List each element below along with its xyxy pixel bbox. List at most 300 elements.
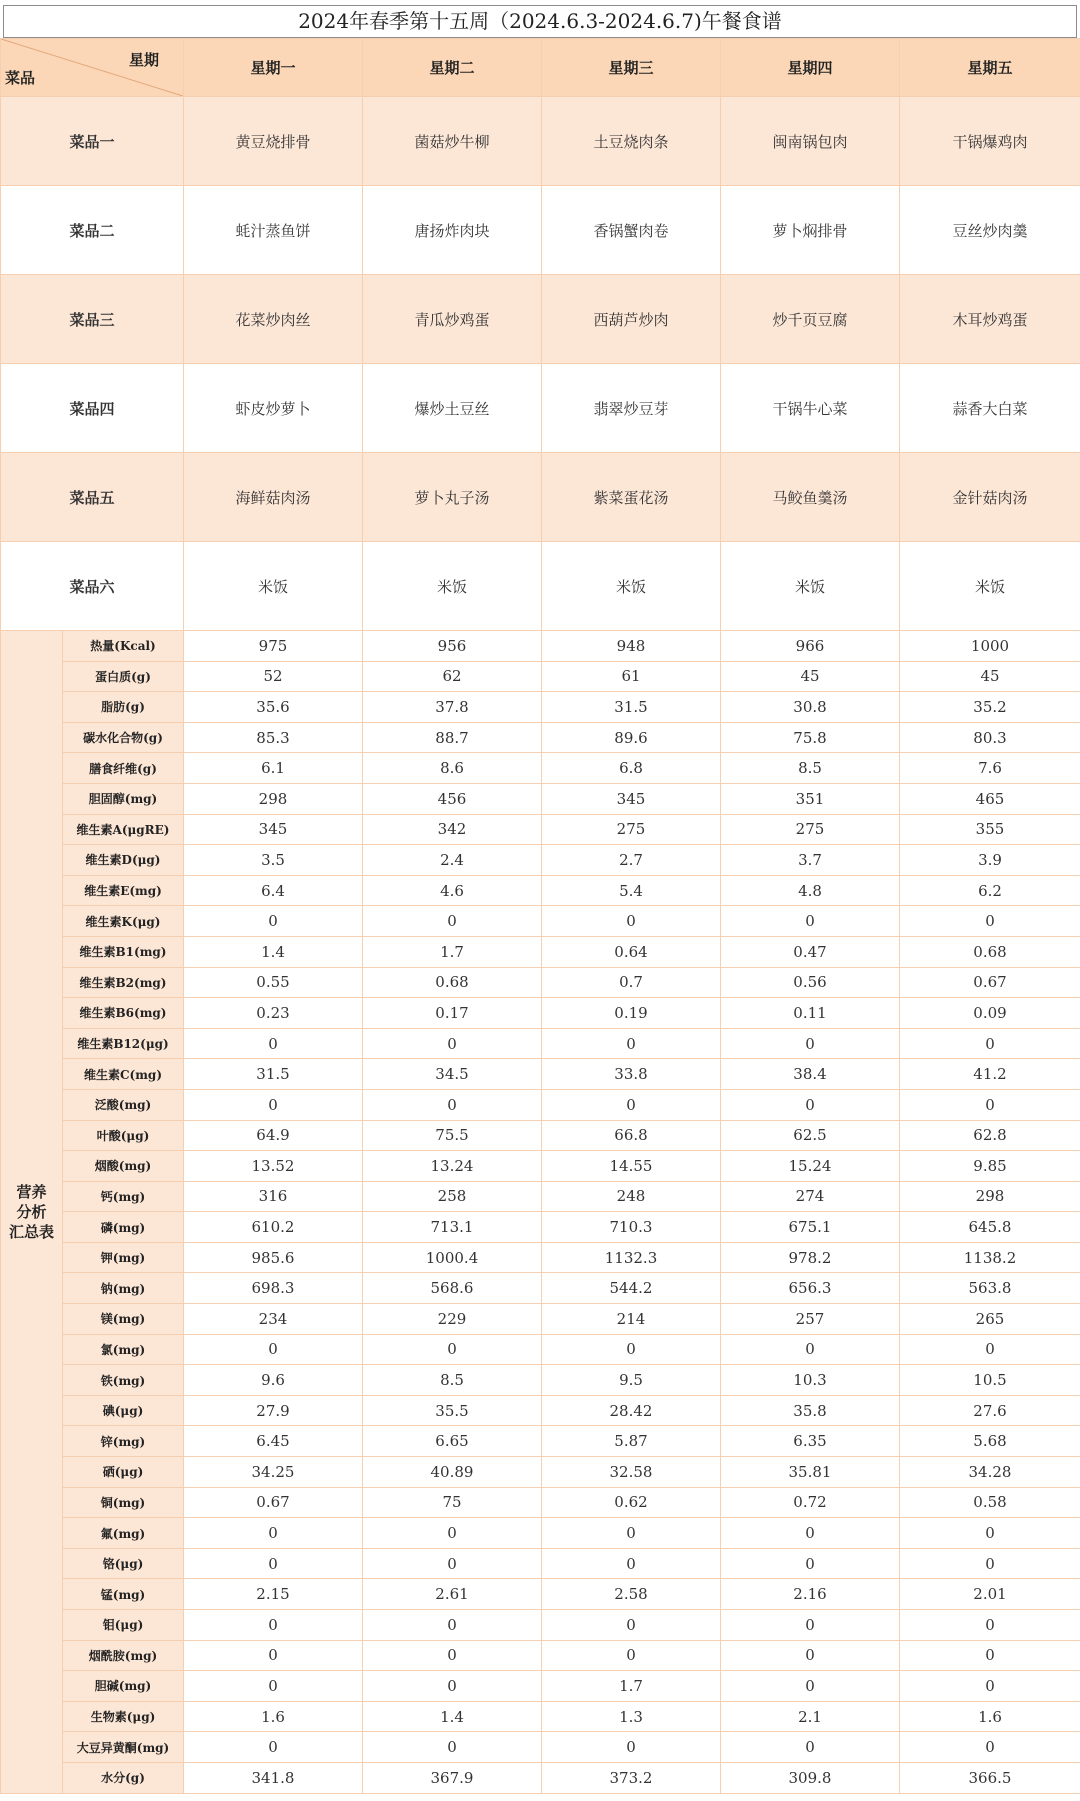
nutrition-row	[1, 1120, 1080, 1151]
dish-cell: 米饭	[721, 542, 900, 631]
nutrient-label-cell: 维生素B2(mg)	[63, 967, 184, 998]
nutrient-label-cell: 磷(mg)	[63, 1212, 184, 1243]
nutrient-value-cell: 0	[363, 1610, 542, 1641]
dish-cell: 干锅爆鸡肉	[900, 97, 1080, 186]
nutrient-value-cell: 0.68	[363, 967, 542, 998]
nutrient-value-cell: 62	[363, 661, 542, 692]
nutrient-label-cell: 维生素E(mg)	[63, 875, 184, 906]
nutrient-value-cell: 1000	[900, 631, 1080, 662]
nutrient-value-cell: 0.68	[900, 936, 1080, 967]
nutrient-value-cell: 568.6	[363, 1273, 542, 1304]
nutrient-value-cell: 9.5	[542, 1365, 721, 1396]
nutrient-value-cell: 6.4	[184, 875, 363, 906]
nutrient-value-cell: 27.9	[184, 1395, 363, 1426]
nutrient-label-cell: 维生素B6(mg)	[63, 998, 184, 1029]
nutrition-row	[1, 631, 1080, 662]
nutrient-value-cell: 0	[184, 1610, 363, 1641]
nutrient-value-cell: 0.55	[184, 967, 363, 998]
nutrient-value-cell: 6.35	[721, 1426, 900, 1457]
nutrition-group-label-line: 营养	[16, 1182, 47, 1201]
nutrient-value-cell: 88.7	[363, 722, 542, 753]
nutrient-value-cell: 345	[542, 783, 721, 814]
dish-cell: 唐扬炸肉块	[363, 186, 542, 275]
dish-cell: 米饭	[542, 542, 721, 631]
nutrient-value-cell: 0.11	[721, 998, 900, 1029]
nutrition-row	[1, 814, 1080, 845]
dish-cell: 金针菇肉汤	[900, 453, 1080, 542]
day-header-cell: 星期四	[721, 39, 900, 97]
nutrient-value-cell: 45	[900, 661, 1080, 692]
dish-cell: 花菜炒肉丝	[184, 275, 363, 364]
nutrient-value-cell: 355	[900, 814, 1080, 845]
dish-cell: 米饭	[184, 542, 363, 631]
nutrient-value-cell: 52	[184, 661, 363, 692]
nutrient-value-cell: 710.3	[542, 1212, 721, 1243]
nutrient-value-cell: 956	[363, 631, 542, 662]
nutrition-row	[1, 1151, 1080, 1182]
nutrient-value-cell: 257	[721, 1304, 900, 1335]
nutrient-value-cell: 0	[900, 1671, 1080, 1702]
nutrient-value-cell: 0	[542, 1732, 721, 1763]
nutrient-value-cell: 5.87	[542, 1426, 721, 1457]
day-header-cell: 星期三	[542, 39, 721, 97]
nutrient-value-cell: 0	[542, 906, 721, 937]
nutrient-value-cell: 61	[542, 661, 721, 692]
nutrient-value-cell: 0	[542, 1610, 721, 1641]
nutrient-value-cell: 1.4	[184, 936, 363, 967]
nutrient-label-cell: 维生素A(μgRE)	[63, 814, 184, 845]
nutrient-label-cell: 脂肪(g)	[63, 692, 184, 723]
nutrition-row	[1, 1395, 1080, 1426]
nutrient-value-cell: 0.64	[542, 936, 721, 967]
nutrient-label-cell: 维生素B1(mg)	[63, 936, 184, 967]
nutrient-value-cell: 309.8	[721, 1762, 900, 1793]
nutrient-value-cell: 1138.2	[900, 1242, 1080, 1273]
nutrient-value-cell: 0.67	[900, 967, 1080, 998]
nutrition-row	[1, 753, 1080, 784]
nutrition-group-label-line: 分析	[16, 1202, 47, 1221]
dish-cell: 青瓜炒鸡蛋	[363, 275, 542, 364]
nutrient-value-cell: 0	[542, 1334, 721, 1365]
nutrient-value-cell: 0	[721, 1089, 900, 1120]
nutrient-value-cell: 341.8	[184, 1762, 363, 1793]
nutrient-value-cell: 0	[184, 1548, 363, 1579]
nutrient-value-cell: 456	[363, 783, 542, 814]
nutrient-value-cell: 366.5	[900, 1762, 1080, 1793]
nutrient-value-cell: 2.4	[363, 845, 542, 876]
nutrient-value-cell: 0	[542, 1640, 721, 1671]
nutrient-value-cell: 234	[184, 1304, 363, 1335]
nutrition-row	[1, 875, 1080, 906]
nutrient-value-cell: 41.2	[900, 1059, 1080, 1090]
nutrition-group-label	[1, 631, 63, 1794]
nutrient-value-cell: 13.52	[184, 1151, 363, 1182]
nutrition-row	[1, 1089, 1080, 1120]
nutrient-value-cell: 6.45	[184, 1426, 363, 1457]
dish-row	[1, 97, 1080, 186]
dish-label-cell: 菜品二	[1, 186, 184, 275]
nutrient-label-cell: 钙(mg)	[63, 1181, 184, 1212]
nutrient-value-cell: 0	[721, 1671, 900, 1702]
nutrient-value-cell: 85.3	[184, 722, 363, 753]
nutrient-label-cell: 水分(g)	[63, 1762, 184, 1793]
nutrition-row	[1, 1701, 1080, 1732]
nutrient-value-cell: 3.9	[900, 845, 1080, 876]
nutrient-label-cell: 铜(mg)	[63, 1487, 184, 1518]
dish-row	[1, 186, 1080, 275]
nutrient-value-cell: 0	[900, 1518, 1080, 1549]
nutrition-row	[1, 1548, 1080, 1579]
nutrition-row	[1, 936, 1080, 967]
nutrient-value-cell: 0	[363, 1028, 542, 1059]
nutrient-value-cell: 0	[363, 1089, 542, 1120]
dish-cell: 西葫芦炒肉	[542, 275, 721, 364]
nutrient-value-cell: 656.3	[721, 1273, 900, 1304]
nutrient-value-cell: 465	[900, 783, 1080, 814]
nutrient-value-cell: 0	[721, 1028, 900, 1059]
nutrient-value-cell: 0	[721, 1640, 900, 1671]
nutrient-value-cell: 0	[721, 1518, 900, 1549]
dish-row	[1, 453, 1080, 542]
nutrition-row	[1, 1671, 1080, 1702]
nutrient-value-cell: 89.6	[542, 722, 721, 753]
nutrient-value-cell: 563.8	[900, 1273, 1080, 1304]
nutrient-value-cell: 3.7	[721, 845, 900, 876]
dish-cell: 翡翠炒豆芽	[542, 364, 721, 453]
nutrition-row	[1, 1457, 1080, 1488]
nutrient-label-cell: 维生素D(μg)	[63, 845, 184, 876]
nutrient-value-cell: 342	[363, 814, 542, 845]
nutrient-value-cell: 645.8	[900, 1212, 1080, 1243]
nutrient-value-cell: 0	[184, 906, 363, 937]
nutrient-value-cell: 0.56	[721, 967, 900, 998]
nutrient-value-cell: 0	[363, 1640, 542, 1671]
nutrient-value-cell: 0	[900, 1548, 1080, 1579]
nutrient-value-cell: 351	[721, 783, 900, 814]
nutrient-value-cell: 373.2	[542, 1762, 721, 1793]
nutrient-value-cell: 7.6	[900, 753, 1080, 784]
nutrient-value-cell: 2.61	[363, 1579, 542, 1610]
dish-cell: 虾皮炒萝卜	[184, 364, 363, 453]
nutrient-value-cell: 0	[184, 1518, 363, 1549]
nutrient-value-cell: 0.19	[542, 998, 721, 1029]
nutrient-label-cell: 锰(mg)	[63, 1579, 184, 1610]
nutrient-value-cell: 610.2	[184, 1212, 363, 1243]
nutrient-value-cell: 675.1	[721, 1212, 900, 1243]
nutrient-value-cell: 0	[900, 1089, 1080, 1120]
nutrient-value-cell: 258	[363, 1181, 542, 1212]
nutrient-value-cell: 75.5	[363, 1120, 542, 1151]
menu-table-body	[1, 39, 1080, 1794]
nutrient-label-cell: 蛋白质(g)	[63, 661, 184, 692]
nutrient-value-cell: 0	[363, 1732, 542, 1763]
nutrient-value-cell: 0	[900, 1732, 1080, 1763]
dish-cell: 爆炒土豆丝	[363, 364, 542, 453]
nutrient-value-cell: 1.7	[542, 1671, 721, 1702]
nutrient-value-cell: 14.55	[542, 1151, 721, 1182]
nutrient-value-cell: 13.24	[363, 1151, 542, 1182]
nutrient-value-cell: 0.72	[721, 1487, 900, 1518]
dish-cell: 豆丝炒肉羹	[900, 186, 1080, 275]
nutrition-row	[1, 1579, 1080, 1610]
nutrient-value-cell: 2.1	[721, 1701, 900, 1732]
nutrient-value-cell: 15.24	[721, 1151, 900, 1182]
nutrient-label-cell: 维生素B12(μg)	[63, 1028, 184, 1059]
nutrient-value-cell: 0	[363, 1518, 542, 1549]
dish-cell: 马鲛鱼羹汤	[721, 453, 900, 542]
nutrient-label-cell: 氟(mg)	[63, 1518, 184, 1549]
dish-cell: 土豆烧肉条	[542, 97, 721, 186]
nutrient-value-cell: 0	[900, 1334, 1080, 1365]
nutrition-row	[1, 722, 1080, 753]
nutrient-value-cell: 2.01	[900, 1579, 1080, 1610]
nutrient-label-cell: 热量(Kcal)	[63, 631, 184, 662]
nutrient-value-cell: 0	[363, 1548, 542, 1579]
nutrient-value-cell: 2.16	[721, 1579, 900, 1610]
nutrient-label-cell: 钼(μg)	[63, 1610, 184, 1641]
nutrient-value-cell: 30.8	[721, 692, 900, 723]
nutrient-value-cell: 6.1	[184, 753, 363, 784]
nutrient-value-cell: 275	[542, 814, 721, 845]
nutrient-value-cell: 31.5	[542, 692, 721, 723]
dish-cell: 蚝汁蒸鱼饼	[184, 186, 363, 275]
nutrition-row	[1, 1028, 1080, 1059]
nutrient-value-cell: 1132.3	[542, 1242, 721, 1273]
nutrient-value-cell: 4.8	[721, 875, 900, 906]
day-header-cell: 星期五	[900, 39, 1080, 97]
nutrient-value-cell: 64.9	[184, 1120, 363, 1151]
nutrient-value-cell: 0.17	[363, 998, 542, 1029]
nutrient-value-cell: 34.28	[900, 1457, 1080, 1488]
nutrient-value-cell: 0	[721, 1548, 900, 1579]
dish-row	[1, 364, 1080, 453]
dish-cell: 炒千页豆腐	[721, 275, 900, 364]
nutrient-value-cell: 33.8	[542, 1059, 721, 1090]
nutrient-value-cell: 62.8	[900, 1120, 1080, 1151]
nutrient-value-cell: 0.62	[542, 1487, 721, 1518]
nutrient-value-cell: 0	[363, 906, 542, 937]
nutrient-label-cell: 胆碱(mg)	[63, 1671, 184, 1702]
nutrient-value-cell: 34.5	[363, 1059, 542, 1090]
nutrient-value-cell: 8.5	[721, 753, 900, 784]
nutrition-row	[1, 1610, 1080, 1641]
nutrition-row	[1, 998, 1080, 1029]
nutrition-row	[1, 1732, 1080, 1763]
nutrient-value-cell: 713.1	[363, 1212, 542, 1243]
nutrient-value-cell: 0	[900, 1028, 1080, 1059]
header-row	[1, 39, 1080, 97]
corner-header-cell	[1, 39, 184, 97]
nutrient-value-cell: 0.58	[900, 1487, 1080, 1518]
nutrient-label-cell: 烟酰胺(mg)	[63, 1640, 184, 1671]
nutrition-row	[1, 1212, 1080, 1243]
nutrient-value-cell: 544.2	[542, 1273, 721, 1304]
nutrient-label-cell: 烟酸(mg)	[63, 1151, 184, 1182]
nutrient-value-cell: 1.6	[184, 1701, 363, 1732]
nutrient-value-cell: 35.8	[721, 1395, 900, 1426]
nutrition-row	[1, 1304, 1080, 1335]
dish-label-cell: 菜品四	[1, 364, 184, 453]
nutrient-value-cell: 0.47	[721, 936, 900, 967]
nutrition-row	[1, 1334, 1080, 1365]
nutrient-value-cell: 698.3	[184, 1273, 363, 1304]
nutrient-value-cell: 0	[900, 906, 1080, 937]
nutrient-value-cell: 32.58	[542, 1457, 721, 1488]
nutrient-label-cell: 生物素(μg)	[63, 1701, 184, 1732]
nutrient-value-cell: 0	[542, 1089, 721, 1120]
nutrient-value-cell: 975	[184, 631, 363, 662]
nutrition-row	[1, 1426, 1080, 1457]
nutrition-row	[1, 906, 1080, 937]
day-header-cell: 星期一	[184, 39, 363, 97]
dish-cell: 萝卜焖排骨	[721, 186, 900, 275]
dish-cell: 米饭	[363, 542, 542, 631]
nutrient-label-cell: 碘(μg)	[63, 1395, 184, 1426]
nutrient-label-cell: 铬(μg)	[63, 1548, 184, 1579]
nutrient-value-cell: 0	[721, 906, 900, 937]
nutrient-label-cell: 膳食纤维(g)	[63, 753, 184, 784]
nutrient-value-cell: 75	[363, 1487, 542, 1518]
nutrient-value-cell: 298	[184, 783, 363, 814]
nutrient-value-cell: 0	[900, 1610, 1080, 1641]
menu-table	[0, 38, 1080, 1794]
nutrient-value-cell: 9.85	[900, 1151, 1080, 1182]
nutrient-value-cell: 66.8	[542, 1120, 721, 1151]
nutrient-value-cell: 948	[542, 631, 721, 662]
nutrient-value-cell: 0	[363, 1334, 542, 1365]
nutrition-row	[1, 692, 1080, 723]
nutrient-value-cell: 1000.4	[363, 1242, 542, 1273]
dish-cell: 木耳炒鸡蛋	[900, 275, 1080, 364]
nutrient-value-cell: 0.23	[184, 998, 363, 1029]
dish-cell: 闽南锅包肉	[721, 97, 900, 186]
nutrient-value-cell: 367.9	[363, 1762, 542, 1793]
dish-row	[1, 275, 1080, 364]
nutrient-label-cell: 钠(mg)	[63, 1273, 184, 1304]
nutrient-value-cell: 214	[542, 1304, 721, 1335]
nutrition-row	[1, 1273, 1080, 1304]
day-header-cell: 星期二	[363, 39, 542, 97]
nutrient-value-cell: 0	[721, 1334, 900, 1365]
dish-cell: 米饭	[900, 542, 1080, 631]
nutrient-value-cell: 0	[721, 1610, 900, 1641]
nutrient-value-cell: 0	[184, 1640, 363, 1671]
nutrient-label-cell: 碳水化合物(g)	[63, 722, 184, 753]
nutrition-group-label-line: 汇总表	[8, 1222, 54, 1241]
nutrition-row	[1, 661, 1080, 692]
nutrient-value-cell: 27.6	[900, 1395, 1080, 1426]
nutrient-value-cell: 5.4	[542, 875, 721, 906]
nutrition-row	[1, 783, 1080, 814]
nutrient-value-cell: 0.09	[900, 998, 1080, 1029]
dish-cell: 干锅牛心菜	[721, 364, 900, 453]
nutrient-value-cell: 1.3	[542, 1701, 721, 1732]
nutrition-row	[1, 1640, 1080, 1671]
nutrient-value-cell: 275	[721, 814, 900, 845]
nutrient-value-cell: 0.7	[542, 967, 721, 998]
nutrient-value-cell: 1.7	[363, 936, 542, 967]
nutrient-value-cell: 3.5	[184, 845, 363, 876]
nutrient-label-cell: 维生素K(μg)	[63, 906, 184, 937]
dish-label-cell: 菜品五	[1, 453, 184, 542]
nutrition-row	[1, 1059, 1080, 1090]
nutrient-value-cell: 6.2	[900, 875, 1080, 906]
nutrient-value-cell: 31.5	[184, 1059, 363, 1090]
nutrient-value-cell: 274	[721, 1181, 900, 1212]
nutrition-row	[1, 1242, 1080, 1273]
nutrition-row	[1, 1181, 1080, 1212]
nutrient-value-cell: 966	[721, 631, 900, 662]
nutrient-value-cell: 6.8	[542, 753, 721, 784]
corner-day-label: 星期	[128, 51, 159, 69]
nutrient-label-cell: 锌(mg)	[63, 1426, 184, 1457]
nutrient-label-cell: 氯(mg)	[63, 1334, 184, 1365]
nutrient-value-cell: 0	[542, 1028, 721, 1059]
nutrient-value-cell: 0.67	[184, 1487, 363, 1518]
nutrition-row	[1, 967, 1080, 998]
nutrient-value-cell: 345	[184, 814, 363, 845]
nutrient-value-cell: 0	[184, 1671, 363, 1702]
dish-cell: 黄豆烧排骨	[184, 97, 363, 186]
nutrient-value-cell: 35.81	[721, 1457, 900, 1488]
nutrient-value-cell: 10.5	[900, 1365, 1080, 1396]
nutrient-value-cell: 1.4	[363, 1701, 542, 1732]
nutrient-label-cell: 大豆异黄酮(mg)	[63, 1732, 184, 1763]
nutrient-label-cell: 钾(mg)	[63, 1242, 184, 1273]
nutrient-value-cell: 5.68	[900, 1426, 1080, 1457]
nutrient-value-cell: 316	[184, 1181, 363, 1212]
nutrient-value-cell: 38.4	[721, 1059, 900, 1090]
dish-cell: 萝卜丸子汤	[363, 453, 542, 542]
nutrient-value-cell: 75.8	[721, 722, 900, 753]
nutrient-value-cell: 10.3	[721, 1365, 900, 1396]
nutrient-value-cell: 2.7	[542, 845, 721, 876]
nutrient-value-cell: 0	[542, 1548, 721, 1579]
nutrient-value-cell: 2.15	[184, 1579, 363, 1610]
nutrient-value-cell: 8.6	[363, 753, 542, 784]
nutrient-value-cell: 35.5	[363, 1395, 542, 1426]
nutrient-value-cell: 265	[900, 1304, 1080, 1335]
nutrient-value-cell: 0	[184, 1089, 363, 1120]
nutrient-value-cell: 80.3	[900, 722, 1080, 753]
nutrient-value-cell: 34.25	[184, 1457, 363, 1488]
nutrient-value-cell: 6.65	[363, 1426, 542, 1457]
nutrition-row	[1, 1365, 1080, 1396]
nutrient-label-cell: 铁(mg)	[63, 1365, 184, 1396]
dish-cell: 菌菇炒牛柳	[363, 97, 542, 186]
nutrient-value-cell: 298	[900, 1181, 1080, 1212]
nutrient-value-cell: 2.58	[542, 1579, 721, 1610]
dish-label-cell: 菜品一	[1, 97, 184, 186]
nutrient-value-cell: 8.5	[363, 1365, 542, 1396]
nutrient-value-cell: 45	[721, 661, 900, 692]
nutrition-row	[1, 1762, 1080, 1793]
nutrient-value-cell: 248	[542, 1181, 721, 1212]
nutrient-value-cell: 1.6	[900, 1701, 1080, 1732]
nutrient-label-cell: 镁(mg)	[63, 1304, 184, 1335]
page-title: 2024年春季第十五周（2024.6.3-2024.6.7)午餐食谱	[3, 5, 1077, 38]
nutrient-value-cell: 28.42	[542, 1395, 721, 1426]
dish-cell: 紫菜蛋花汤	[542, 453, 721, 542]
nutrient-value-cell: 985.6	[184, 1242, 363, 1273]
nutrient-label-cell: 叶酸(μg)	[63, 1120, 184, 1151]
nutrient-value-cell: 0	[184, 1334, 363, 1365]
nutrient-label-cell: 胆固醇(mg)	[63, 783, 184, 814]
nutrient-label-cell: 硒(μg)	[63, 1457, 184, 1488]
nutrient-value-cell: 0	[363, 1671, 542, 1702]
dish-cell: 海鲜菇肉汤	[184, 453, 363, 542]
nutrient-label-cell: 维生素C(mg)	[63, 1059, 184, 1090]
